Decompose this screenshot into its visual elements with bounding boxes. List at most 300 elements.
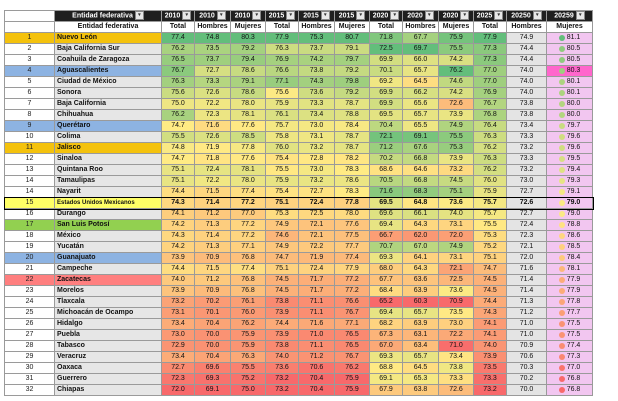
value-cell[interactable] [547, 374, 593, 385]
value-cell[interactable]: 75.6 [162, 88, 195, 99]
state-name-cell[interactable]: Morelos [55, 286, 162, 297]
value-cell[interactable]: 71.2 [299, 352, 335, 363]
value-cell[interactable]: 77.6 [231, 121, 266, 132]
value-cell[interactable] [547, 341, 593, 352]
value-cell[interactable]: 74.7 [162, 121, 195, 132]
value-cell[interactable]: 75.5 [231, 363, 266, 374]
value-cell[interactable]: 75.7 [474, 198, 507, 209]
value-cell[interactable] [547, 319, 593, 330]
value-cell[interactable]: 74.2 [439, 55, 474, 66]
value-cell[interactable]: 73.6 [299, 88, 335, 99]
value-cell[interactable]: 73.3 [507, 132, 547, 143]
value-cell[interactable]: 76.9 [474, 88, 507, 99]
value-cell[interactable]: 75.9 [439, 33, 474, 44]
value-cell[interactable]: 70.2 [507, 374, 547, 385]
value-cell[interactable]: 68.6 [370, 165, 403, 176]
value-cell[interactable]: 75.7 [474, 209, 507, 220]
row-number[interactable]: 14 [5, 187, 55, 198]
header-cell-12[interactable] [507, 11, 547, 22]
value-cell[interactable]: 63.1 [403, 330, 439, 341]
value-cell[interactable]: 77.2 [231, 220, 266, 231]
value-cell[interactable]: 78.6 [231, 88, 266, 99]
state-name-cell[interactable]: Guerrero [55, 374, 162, 385]
value-cell[interactable]: 76.6 [266, 66, 299, 77]
value-cell[interactable]: 78.4 [335, 121, 370, 132]
value-cell[interactable]: 76.5 [335, 330, 370, 341]
row-number[interactable]: 12 [5, 154, 55, 165]
value-cell[interactable]: 72.6 [507, 198, 547, 209]
value-cell[interactable]: 70.2 [195, 297, 231, 308]
value-cell[interactable]: 78.3 [335, 165, 370, 176]
filter-dropdown-icon[interactable]: ▾ [321, 11, 330, 20]
value-cell[interactable]: 74.3 [299, 77, 335, 88]
value-cell[interactable]: 70.1 [195, 308, 231, 319]
value-cell[interactable]: 73.8 [299, 66, 335, 77]
value-cell[interactable]: 72.6 [195, 132, 231, 143]
filter-dropdown-icon[interactable]: ▾ [460, 11, 469, 20]
value-cell[interactable]: 74.7 [162, 154, 195, 165]
value-cell[interactable]: 72.7 [507, 209, 547, 220]
state-name-cell[interactable]: Querétaro [55, 121, 162, 132]
value-cell[interactable] [547, 242, 593, 253]
value-cell[interactable]: 75.4 [266, 154, 299, 165]
state-name-cell[interactable]: Campeche [55, 264, 162, 275]
value-cell[interactable]: 70.4 [370, 121, 403, 132]
value-cell[interactable]: 69.4 [370, 308, 403, 319]
value-cell[interactable]: 64.5 [403, 77, 439, 88]
value-cell[interactable] [547, 275, 593, 286]
row-number[interactable]: 19 [5, 242, 55, 253]
value-cell[interactable]: 64.1 [403, 253, 439, 264]
value-cell[interactable]: 71.6 [370, 187, 403, 198]
value-cell[interactable]: 73.4 [439, 352, 474, 363]
value-cell[interactable] [547, 99, 593, 110]
value-cell[interactable]: 74.2 [162, 242, 195, 253]
value-cell[interactable]: 75.7 [266, 121, 299, 132]
row-number[interactable]: 3 [5, 55, 55, 66]
value-cell[interactable]: 73.2 [299, 176, 335, 187]
value-cell[interactable]: 77.8 [231, 143, 266, 154]
value-cell[interactable]: 71.8 [370, 33, 403, 44]
value-cell[interactable]: 74.6 [266, 231, 299, 242]
row-number[interactable]: 9 [5, 121, 55, 132]
row-number[interactable]: 18 [5, 231, 55, 242]
value-cell[interactable]: 65.6 [403, 99, 439, 110]
value-cell[interactable]: 76.3 [474, 132, 507, 143]
header-cell-7[interactable] [335, 11, 370, 22]
value-cell[interactable]: 67.9 [370, 385, 403, 396]
value-cell[interactable]: 71.5 [195, 264, 231, 275]
value-cell[interactable]: 73.8 [507, 110, 547, 121]
value-cell[interactable]: 77.9 [335, 264, 370, 275]
value-cell[interactable]: 79.2 [335, 66, 370, 77]
value-cell[interactable]: 75.4 [266, 187, 299, 198]
value-cell[interactable]: 76.7 [162, 66, 195, 77]
value-cell[interactable]: 70.9 [439, 297, 474, 308]
filter-dropdown-icon[interactable]: ▾ [135, 11, 144, 20]
value-cell[interactable]: 77.3 [474, 44, 507, 55]
state-name-cell[interactable]: Chiapas [55, 385, 162, 396]
value-cell[interactable]: 70.9 [195, 286, 231, 297]
value-cell[interactable]: 74.0 [507, 88, 547, 99]
header-cell-3[interactable] [195, 11, 231, 22]
value-cell[interactable]: 74.9 [507, 33, 547, 44]
value-cell[interactable]: 77.2 [335, 286, 370, 297]
value-cell[interactable]: 70.2 [370, 154, 403, 165]
value-cell[interactable]: 73.6 [266, 363, 299, 374]
state-name-cell[interactable]: Ciudad de México [55, 77, 162, 88]
value-cell[interactable]: 76.2 [231, 319, 266, 330]
value-cell[interactable]: 80.3 [231, 33, 266, 44]
value-cell[interactable]: 74.0 [439, 209, 474, 220]
state-name-cell[interactable]: Sonora [55, 88, 162, 99]
value-cell[interactable]: 73.9 [266, 330, 299, 341]
value-cell[interactable]: 77.4 [231, 187, 266, 198]
value-cell[interactable] [547, 44, 593, 55]
value-cell[interactable]: 71.5 [195, 187, 231, 198]
value-cell[interactable]: 68.4 [370, 286, 403, 297]
value-cell[interactable]: 77.1 [231, 242, 266, 253]
value-cell[interactable]: 75.3 [266, 209, 299, 220]
value-cell[interactable]: 75.1 [474, 253, 507, 264]
value-cell[interactable]: 72.0 [507, 253, 547, 264]
header-cell-13[interactable] [547, 11, 593, 22]
value-cell[interactable] [547, 187, 593, 198]
value-cell[interactable]: 73.3 [299, 99, 335, 110]
state-name-cell[interactable]: Durango [55, 209, 162, 220]
filter-dropdown-icon[interactable]: ▾ [425, 11, 434, 20]
value-cell[interactable]: 70.4 [299, 374, 335, 385]
value-cell[interactable]: 72.7 [162, 363, 195, 374]
value-cell[interactable]: 73.9 [162, 253, 195, 264]
value-cell[interactable]: 78.2 [335, 154, 370, 165]
filter-dropdown-icon[interactable]: ▾ [286, 11, 295, 20]
value-cell[interactable]: 72.1 [299, 231, 335, 242]
state-name-cell[interactable]: Puebla [55, 330, 162, 341]
value-cell[interactable]: 69.3 [370, 352, 403, 363]
row-number[interactable]: 29 [5, 352, 55, 363]
value-cell[interactable]: 73.8 [439, 363, 474, 374]
value-cell[interactable]: 72.2 [195, 99, 231, 110]
value-cell[interactable] [547, 352, 593, 363]
state-name-cell[interactable]: Hidalgo [55, 319, 162, 330]
value-cell[interactable]: 78.0 [231, 99, 266, 110]
value-cell[interactable]: 73.9 [162, 286, 195, 297]
value-cell[interactable]: 75.9 [231, 341, 266, 352]
value-cell[interactable]: 63.9 [403, 286, 439, 297]
value-cell[interactable]: 69.9 [370, 88, 403, 99]
value-cell[interactable]: 73.6 [439, 286, 474, 297]
value-cell[interactable]: 63.4 [403, 341, 439, 352]
value-cell[interactable]: 67.0 [370, 341, 403, 352]
value-cell[interactable]: 73.1 [439, 220, 474, 231]
value-cell[interactable]: 78.0 [335, 209, 370, 220]
row-number[interactable]: 26 [5, 319, 55, 330]
state-name-cell[interactable]: Michoacán de Ocampo [55, 308, 162, 319]
value-cell[interactable]: 64.3 [403, 220, 439, 231]
value-cell[interactable]: 73.1 [439, 253, 474, 264]
header-cell-11[interactable] [474, 11, 507, 22]
value-cell[interactable]: 78.3 [335, 187, 370, 198]
state-name-cell[interactable]: Yucatán [55, 242, 162, 253]
value-cell[interactable]: 78.8 [335, 110, 370, 121]
value-cell[interactable]: 73.9 [266, 308, 299, 319]
value-cell[interactable]: 65.7 [403, 308, 439, 319]
row-number[interactable]: 1 [5, 33, 55, 44]
value-cell[interactable]: 65.5 [403, 121, 439, 132]
row-number[interactable]: 10 [5, 132, 55, 143]
value-cell[interactable]: 64.3 [403, 264, 439, 275]
filter-dropdown-icon[interactable]: ▾ [356, 11, 365, 20]
value-cell[interactable] [547, 220, 593, 231]
value-cell[interactable]: 76.7 [335, 352, 370, 363]
state-name-cell[interactable]: Baja California Sur [55, 44, 162, 55]
value-cell[interactable]: 71.1 [299, 297, 335, 308]
value-cell[interactable]: 66.0 [403, 55, 439, 66]
value-cell[interactable]: 69.3 [195, 374, 231, 385]
value-cell[interactable]: 71.6 [299, 319, 335, 330]
value-cell[interactable]: 79.2 [231, 44, 266, 55]
value-cell[interactable]: 72.6 [439, 385, 474, 396]
value-cell[interactable]: 69.1 [403, 132, 439, 143]
value-cell[interactable]: 76.8 [231, 275, 266, 286]
value-cell[interactable]: 70.0 [195, 330, 231, 341]
value-cell[interactable]: 74.1 [474, 330, 507, 341]
value-cell[interactable]: 78.6 [335, 176, 370, 187]
value-cell[interactable]: 71.4 [507, 275, 547, 286]
value-cell[interactable]: 72.3 [195, 110, 231, 121]
row-number[interactable]: 5 [5, 77, 55, 88]
value-cell[interactable]: 71.3 [195, 220, 231, 231]
value-cell[interactable]: 73.4 [162, 319, 195, 330]
value-cell[interactable] [547, 154, 593, 165]
value-cell[interactable]: 74.3 [162, 198, 195, 209]
value-cell[interactable]: 75.5 [162, 132, 195, 143]
value-cell[interactable]: 77.4 [231, 264, 266, 275]
state-name-cell[interactable]: Quintana Roo [55, 165, 162, 176]
value-cell[interactable]: 76.2 [335, 363, 370, 374]
value-cell[interactable]: 70.7 [370, 242, 403, 253]
value-cell[interactable]: 72.1 [299, 220, 335, 231]
value-cell[interactable]: 68.3 [403, 187, 439, 198]
row-number[interactable]: 16 [5, 209, 55, 220]
value-cell[interactable]: 74.3 [474, 308, 507, 319]
header-cell-8[interactable] [370, 11, 403, 22]
value-cell[interactable]: 73.1 [162, 308, 195, 319]
header-cell-9[interactable] [403, 11, 439, 22]
state-name-cell[interactable]: Estados Unidos Mexicanos [55, 198, 162, 209]
row-number[interactable]: 27 [5, 330, 55, 341]
value-cell[interactable]: 75.3 [474, 231, 507, 242]
value-cell[interactable]: 75.5 [439, 132, 474, 143]
row-number[interactable]: 17 [5, 220, 55, 231]
value-cell[interactable]: 79.1 [335, 44, 370, 55]
value-cell[interactable]: 73.2 [474, 385, 507, 396]
value-cell[interactable]: 62.0 [403, 231, 439, 242]
value-cell[interactable]: 64.6 [403, 165, 439, 176]
value-cell[interactable] [547, 253, 593, 264]
value-cell[interactable]: 73.3 [474, 374, 507, 385]
value-cell[interactable]: 69.7 [403, 44, 439, 55]
value-cell[interactable]: 76.3 [266, 44, 299, 55]
value-cell[interactable]: 67.3 [370, 330, 403, 341]
value-cell[interactable]: 75.9 [335, 374, 370, 385]
value-cell[interactable]: 74.0 [507, 66, 547, 77]
value-cell[interactable]: 74.8 [162, 143, 195, 154]
value-cell[interactable] [547, 209, 593, 220]
value-cell[interactable]: 71.4 [195, 198, 231, 209]
value-cell[interactable]: 73.3 [195, 77, 231, 88]
value-cell[interactable]: 72.8 [299, 154, 335, 165]
value-cell[interactable]: 66.7 [370, 231, 403, 242]
state-name-cell[interactable]: Oaxaca [55, 363, 162, 374]
value-cell[interactable]: 72.1 [370, 132, 403, 143]
value-cell[interactable]: 74.4 [474, 297, 507, 308]
row-number[interactable]: 23 [5, 286, 55, 297]
value-cell[interactable]: 79.7 [335, 55, 370, 66]
value-cell[interactable]: 72.3 [507, 231, 547, 242]
value-cell[interactable]: 74.0 [266, 352, 299, 363]
value-cell[interactable]: 75.3 [439, 143, 474, 154]
value-cell[interactable]: 73.7 [195, 55, 231, 66]
row-number[interactable]: 25 [5, 308, 55, 319]
value-cell[interactable]: 75.1 [439, 187, 474, 198]
filter-dropdown-icon[interactable]: ▾ [494, 11, 503, 20]
value-cell[interactable]: 74.4 [507, 55, 547, 66]
value-cell[interactable]: 73.0 [299, 165, 335, 176]
value-cell[interactable]: 73.9 [439, 110, 474, 121]
value-cell[interactable]: 71.9 [195, 143, 231, 154]
value-cell[interactable]: 69.6 [195, 363, 231, 374]
value-cell[interactable]: 69.5 [370, 110, 403, 121]
value-cell[interactable]: 69.5 [370, 198, 403, 209]
value-cell[interactable]: 72.6 [439, 99, 474, 110]
value-cell[interactable]: 75.3 [299, 33, 335, 44]
value-cell[interactable]: 76.3 [231, 352, 266, 363]
value-cell[interactable]: 77.4 [335, 253, 370, 264]
value-cell[interactable]: 63.6 [403, 275, 439, 286]
state-name-cell[interactable]: San Luis Potosí [55, 220, 162, 231]
value-cell[interactable]: 71.4 [507, 286, 547, 297]
value-cell[interactable]: 71.0 [299, 330, 335, 341]
header-cell-5[interactable] [266, 11, 299, 22]
value-cell[interactable]: 75.0 [231, 385, 266, 396]
value-cell[interactable]: 74.0 [507, 77, 547, 88]
value-cell[interactable]: 73.1 [299, 132, 335, 143]
filter-dropdown-icon[interactable]: ▾ [252, 11, 261, 20]
value-cell[interactable]: 70.4 [195, 352, 231, 363]
value-cell[interactable]: 71.6 [195, 121, 231, 132]
value-cell[interactable]: 73.2 [266, 385, 299, 396]
value-cell[interactable]: 75.2 [231, 374, 266, 385]
value-cell[interactable]: 68.0 [370, 264, 403, 275]
value-cell[interactable]: 73.2 [162, 297, 195, 308]
value-cell[interactable]: 73.2 [439, 165, 474, 176]
value-cell[interactable]: 70.1 [370, 66, 403, 77]
value-cell[interactable] [547, 55, 593, 66]
value-cell[interactable] [547, 33, 593, 44]
value-cell[interactable] [547, 132, 593, 143]
value-cell[interactable]: 75.8 [266, 132, 299, 143]
value-cell[interactable]: 73.8 [507, 99, 547, 110]
value-cell[interactable]: 74.2 [439, 88, 474, 99]
value-cell[interactable]: 75.9 [474, 187, 507, 198]
value-cell[interactable]: 66.8 [403, 176, 439, 187]
value-cell[interactable]: 76.1 [266, 110, 299, 121]
value-cell[interactable]: 76.7 [474, 99, 507, 110]
value-cell[interactable]: 71.6 [507, 264, 547, 275]
value-cell[interactable]: 72.7 [299, 187, 335, 198]
filter-dropdown-icon[interactable]: ▾ [576, 11, 585, 20]
header-cell-4[interactable] [231, 11, 266, 22]
value-cell[interactable]: 74.5 [266, 286, 299, 297]
value-cell[interactable]: 70.0 [195, 341, 231, 352]
state-name-cell[interactable]: Tabasco [55, 341, 162, 352]
value-cell[interactable] [547, 363, 593, 374]
row-number[interactable]: 32 [5, 385, 55, 396]
value-cell[interactable]: 72.2 [299, 242, 335, 253]
value-cell[interactable]: 74.1 [474, 319, 507, 330]
value-cell[interactable]: 73.7 [299, 44, 335, 55]
row-number[interactable]: 7 [5, 99, 55, 110]
value-cell[interactable]: 74.3 [162, 231, 195, 242]
row-number[interactable]: 28 [5, 341, 55, 352]
value-cell[interactable]: 73.2 [507, 143, 547, 154]
value-cell[interactable]: 70.5 [370, 176, 403, 187]
value-cell[interactable]: 72.2 [195, 176, 231, 187]
value-cell[interactable]: 77.8 [335, 198, 370, 209]
value-cell[interactable]: 72.4 [195, 165, 231, 176]
value-cell[interactable]: 71.3 [507, 297, 547, 308]
value-cell[interactable]: 77.2 [231, 231, 266, 242]
value-cell[interactable]: 77.0 [231, 209, 266, 220]
state-name-cell[interactable]: Sinaloa [55, 154, 162, 165]
value-cell[interactable]: 67.7 [370, 275, 403, 286]
value-cell[interactable]: 72.5 [299, 209, 335, 220]
value-cell[interactable]: 78.7 [335, 143, 370, 154]
value-cell[interactable]: 71.3 [195, 242, 231, 253]
value-cell[interactable]: 73.0 [507, 176, 547, 187]
value-cell[interactable]: 75.9 [335, 385, 370, 396]
value-cell[interactable]: 78.7 [335, 132, 370, 143]
value-cell[interactable]: 73.4 [299, 110, 335, 121]
value-cell[interactable]: 74.5 [266, 275, 299, 286]
value-cell[interactable]: 76.7 [335, 308, 370, 319]
value-cell[interactable]: 78.5 [231, 132, 266, 143]
value-cell[interactable]: 69.9 [370, 55, 403, 66]
value-cell[interactable]: 72.6 [195, 88, 231, 99]
value-cell[interactable]: 76.8 [474, 110, 507, 121]
value-cell[interactable]: 74.2 [162, 220, 195, 231]
value-cell[interactable]: 71.0 [439, 341, 474, 352]
value-cell[interactable]: 73.4 [162, 352, 195, 363]
value-cell[interactable]: 72.5 [439, 275, 474, 286]
value-cell[interactable]: 76.8 [231, 286, 266, 297]
value-cell[interactable]: 78.1 [231, 165, 266, 176]
value-cell[interactable]: 70.9 [507, 341, 547, 352]
value-cell[interactable] [547, 330, 593, 341]
value-cell[interactable]: 78.0 [231, 176, 266, 187]
value-cell[interactable]: 72.1 [439, 264, 474, 275]
value-cell[interactable]: 73.0 [162, 330, 195, 341]
value-cell[interactable]: 79.4 [231, 55, 266, 66]
header-cell-10[interactable] [439, 11, 474, 22]
value-cell[interactable]: 70.6 [299, 363, 335, 374]
row-number[interactable]: 14 [5, 176, 55, 187]
value-cell[interactable]: 74.6 [439, 77, 474, 88]
value-cell[interactable]: 73.3 [439, 374, 474, 385]
row-number[interactable]: 21 [5, 264, 55, 275]
